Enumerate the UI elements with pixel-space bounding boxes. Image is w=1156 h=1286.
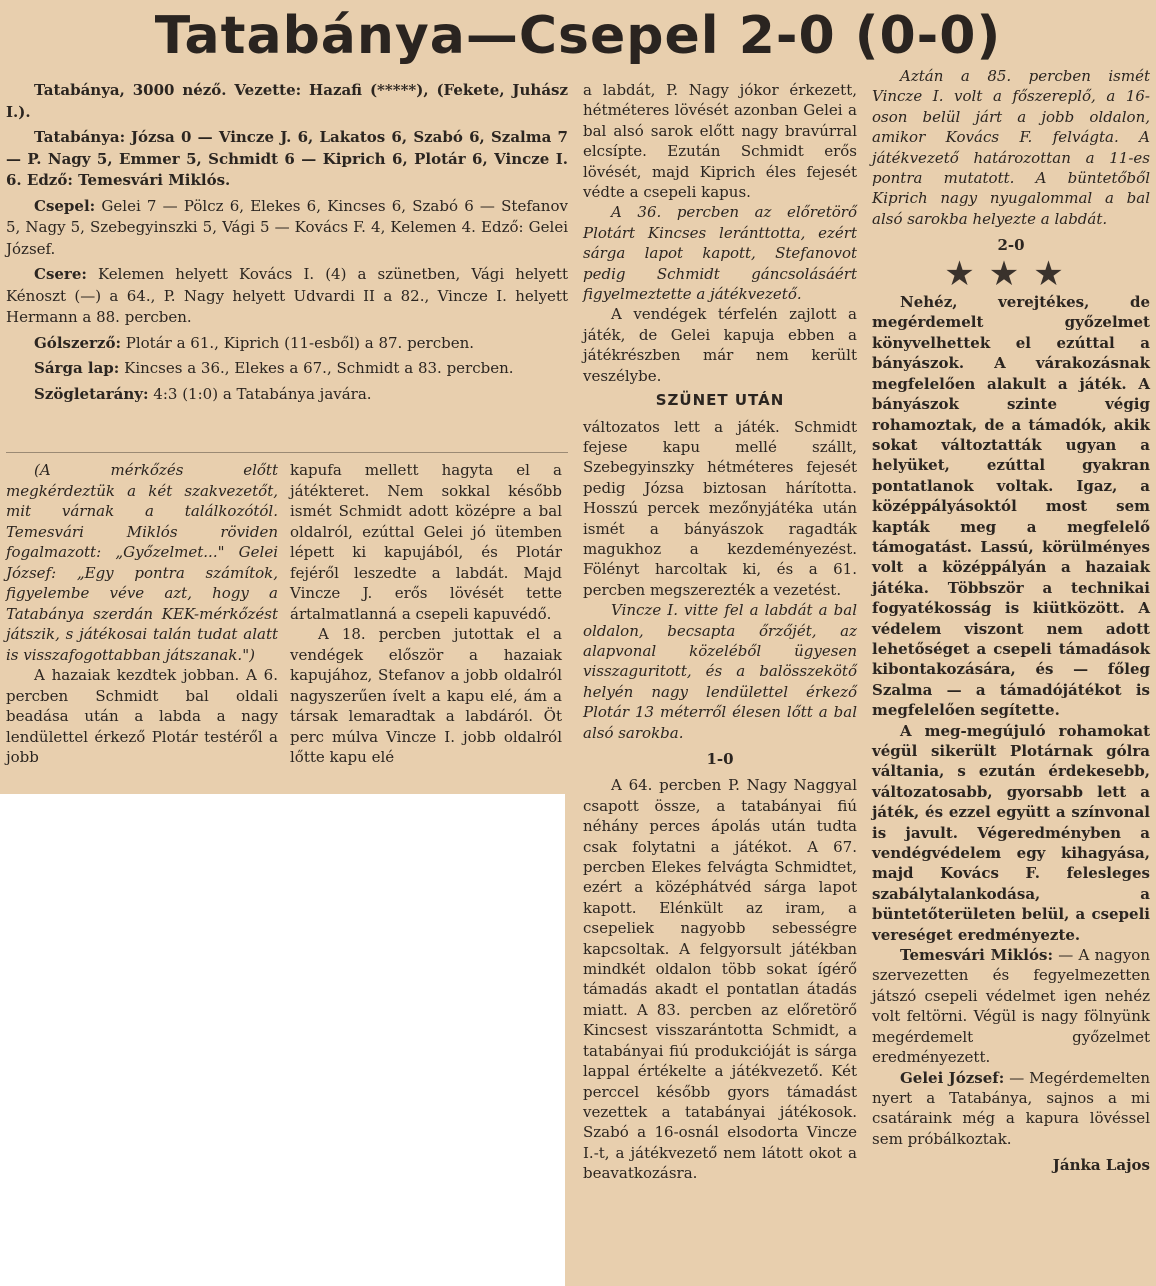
team1-lineup (6, 127, 568, 192)
column2-paragraph-1: kapufa mellett hagyta el a játékteret. Nem sokkal később ismét Schmidt adott középre a bal oldalról, ezúttal Gelei jó ütemben lépett ki kapujából, és Plotár fejéről leszedte a labdát. Majd Vincze J. erős lövését tette ártalmatlanná a csepeli kapuvédő. (290, 461, 562, 623)
column3-paragraph-3: A vendégek térfelén zajlott a játék, de Gelei kapuja ebben a játékrészben már nem került veszélybe. (583, 305, 857, 385)
scorers (6, 333, 568, 355)
yellow-label: Sárga lap: (34, 359, 120, 377)
column3-paragraph-4: változatos lett a játék. Schmidt fejese kapu mellé szállt, Szebegyinszky hétméteres fejesét pedig Józsa biztosan hárította. Hosszú percek mezőnyjátéka után ismét a bányászok ragadták magukhoz a kezdeményezést. Fölényt harcoltak ki, és a 61. percben megszerezték a vezetést. (583, 417, 857, 599)
article-column-4 (872, 66, 1150, 1176)
article-column-2 (290, 460, 562, 768)
subs-label: Csere: (34, 265, 87, 283)
substitutions (6, 264, 568, 329)
corners-label: Szögletarány: (34, 384, 149, 403)
column4-paragraph-2: Nehéz, verejtékes, de megérdemelt győzelmet könyvelhettek el ezúttal a bányászok. A várakozásnak megfelelően alakult a játék. A bányászok szinte végig rohamoztak, de a támadók, akik sokat változtatták ugyan a helyüket, ezúttal gyakran pontatlanok voltak. Igaz, a középpályásoktól most sem kapták meg a megfelelő támogatást. Lassú, körülményes volt a középpályán a hazaiak játéka. Többször a technikai fogyatékosság is kiütközött. A védelem viszont nem adott lehetőséget a csepeli támadások kibontakozására, és — főleg Szalma — a támadójátékot is megfelelően segítette. (872, 293, 1150, 720)
intro-paragraph: (A mérkőzés előtt megkérdeztük a két szakvezetőt, mit várnak a találkozótól. Temesvári Miklós röviden fogalmazott: „Győzelmet..." Gelei József: „Egy pontra számítok, figyelembe véve azt, hogy a Tatabánya szerdán KEK-mérkőzést játszik, s játékosai talán tudat alatt is visszafogottabban játszanak.") (6, 461, 278, 664)
team2-players: Gelei 7 — Pölcz 6, Elekes 6, Kincses 6, Szabó 6 — Stefanov 5, Nagy 5, Szebegyinszki 5, Vági 5 — Kovács F. 4, Kelemen 4. Edző: Gelei József. (6, 196, 568, 258)
divider (6, 452, 568, 453)
score-update-1: 1-0 (706, 750, 734, 768)
column3-paragraph-6: A 64. percben P. Nagy Naggyal csapott össze, a tatabányai fiú néhány perces ápolás után tudta csak folytatni a játékot. A 67. percben Elekes felvágta Schmidtet, ezért a középhátvéd sárga lapot kapott. Elénkült az iram, a csepeliek nagyobb sebességre kapcsoltak. A felgyorsult játékban mindkét oldalon több sokat ígérő támadás akadt el pontatlan átadás miatt. A 83. percben az előretörő Kincsest visszarántotta Schmidt, a tatabányai fiú produkcióját is sárga lappal értékelte a játékvezető. Két perccel később gyors támadást vezettek a tatabányai játékosok. Szabó a 16-osnál elsodorta Vincze I.-t, a játékvezető nem látott okot a beavatkozásra. (583, 776, 857, 1183)
column3-paragraph-1: a labdát, P. Nagy jókor érkezett, hétméteres lövését azonban Gelei a bal alsó sarok előtt nagy bravúrral elcsípte. Ezután Schmidt erős lövését, majd Kiprich éles fejesét védte a csepeli kapus. (583, 81, 857, 202)
venue-line: Tatabánya, 3000 néző. Vezette: Hazafi (*****), (Fekete, Juhász I.). (6, 81, 568, 121)
column4-paragraph-3: A meg-megújuló rohamokat végül sikerült Plotárnak gólra váltania, s ezután érdekesebb, változatosabb, gyorsabb lett a játék, és ezzel együtt a színvonal is javult. Végeredményben a vendégvédelem egy kihagyása, majd Kovács F. felesleges szabálytalankodása, a büntetőterületen belül, a csepeli vereséget eredményezte. (872, 721, 1150, 944)
team2-label: Csepel: (34, 196, 96, 215)
coach2-quote: — Megérdemelten nyert a Tatabánya, sajnos a mi csatáraink még a kapura lövéssel sem próbálkoztak. (872, 1068, 1150, 1148)
scorers-text: Plotár a 61., Kiprich (11-esből) a 87. percben. (125, 333, 475, 352)
coach1-name: Temesvári Miklós: (900, 946, 1053, 965)
author-byline: Jánka Lajos (1052, 1156, 1150, 1175)
team1-players: Józsa 0 — Vincze J. 6, Lakatos 6, Szabó 6, Szalma 7 — P. Nagy 5, Emmer 5, Schmidt 6 — Kiprich 6, Plotár 6, Vincze I. 6. Edző: Temesvári Miklós. (6, 128, 568, 189)
yellow-cards (6, 358, 568, 380)
coach-quote-2 (872, 1068, 1150, 1150)
scorers-label: Gólszerző: (34, 333, 121, 352)
article-column-1 (6, 460, 278, 768)
match-info (6, 80, 568, 409)
column4-paragraph-1: Aztán a 85. percben ismét Vincze I. volt a főszereplő, a 16-oson belül járt a jobb oldalon, amikor Kovács F. felvágta. A játékvezető határozottan a 11-es pontra mutatott. A büntetőből Kiprich nagy nyugalommal a bal alsó sarokba helyezte a labdát. (872, 67, 1150, 228)
coach1-quote: — A nagyon szervezetten és fegyelmezetten játszó csepeli védelmet igen nehéz volt feltörni. Végül is nagy fölnyünk megérdemelt győzelmet eredményezett. (872, 946, 1150, 1067)
subs-text: Kelemen helyett Kovács I. (4) a szünetben, Vági helyett Kénoszt (—) a 64., P. Nagy helyett Udvardi II a 82., Vincze I. helyett Hermann a 88. percben. (6, 265, 568, 326)
corner-ratio (6, 384, 568, 406)
subheading-after-break: SZÜNET UTÁN (655, 391, 785, 410)
yellow-text: Kincses a 36., Elekes a 67., Schmidt a 83. percben. (124, 359, 514, 377)
column3-paragraph-2: A 36. percben az előretörő Plotárt Kincses leránttotta, ezért sárga lapot kapott, Stefanovot pedig Schmidt gáncsolásáért figyelmeztette a játékvezető. (583, 203, 857, 304)
star-divider-icon: ★★★ (944, 253, 1078, 294)
score-update-2: 2-0 (997, 236, 1025, 255)
coach2-name: Gelei József: (900, 1068, 1005, 1087)
column3-paragraph-5: Vincze I. vitte fel a labdát a bal oldalon, becsapta őrzőjét, az alapvonal közeléből ügyesen visszaguritott, és a balösszekötő helyén nagy lendülettel érkező Plotár 13 méterről élesen lőtt a bal alsó sarokba. (583, 601, 857, 742)
column2-paragraph-2: A 18. percben jutottak el a vendégek először a hazaiak kapujához, Stefanov a jobb oldalról nagyszerűen ívelt a kapu elé, ám a társak lemaradtak a labdáról. Öt perc múlva Vincze I. jobb oldalról lőtte kapu elé (290, 625, 562, 766)
headline: Tatabánya—Csepel 2-0 (0-0) (154, 6, 1002, 66)
column1-paragraph: A hazaiak kezdtek jobban. A 6. percben Schmidt bal oldali beadása után a labda a nagy lendülettel érkező Plotár testéről a jobb (6, 666, 278, 766)
coach-quote-1 (872, 945, 1150, 1067)
corners-text: 4:3 (1:0) a Tatabánya javára. (153, 384, 372, 403)
team1-label: Tatabánya: (34, 128, 126, 146)
team2-lineup (6, 196, 568, 261)
article-column-3 (583, 80, 857, 1184)
